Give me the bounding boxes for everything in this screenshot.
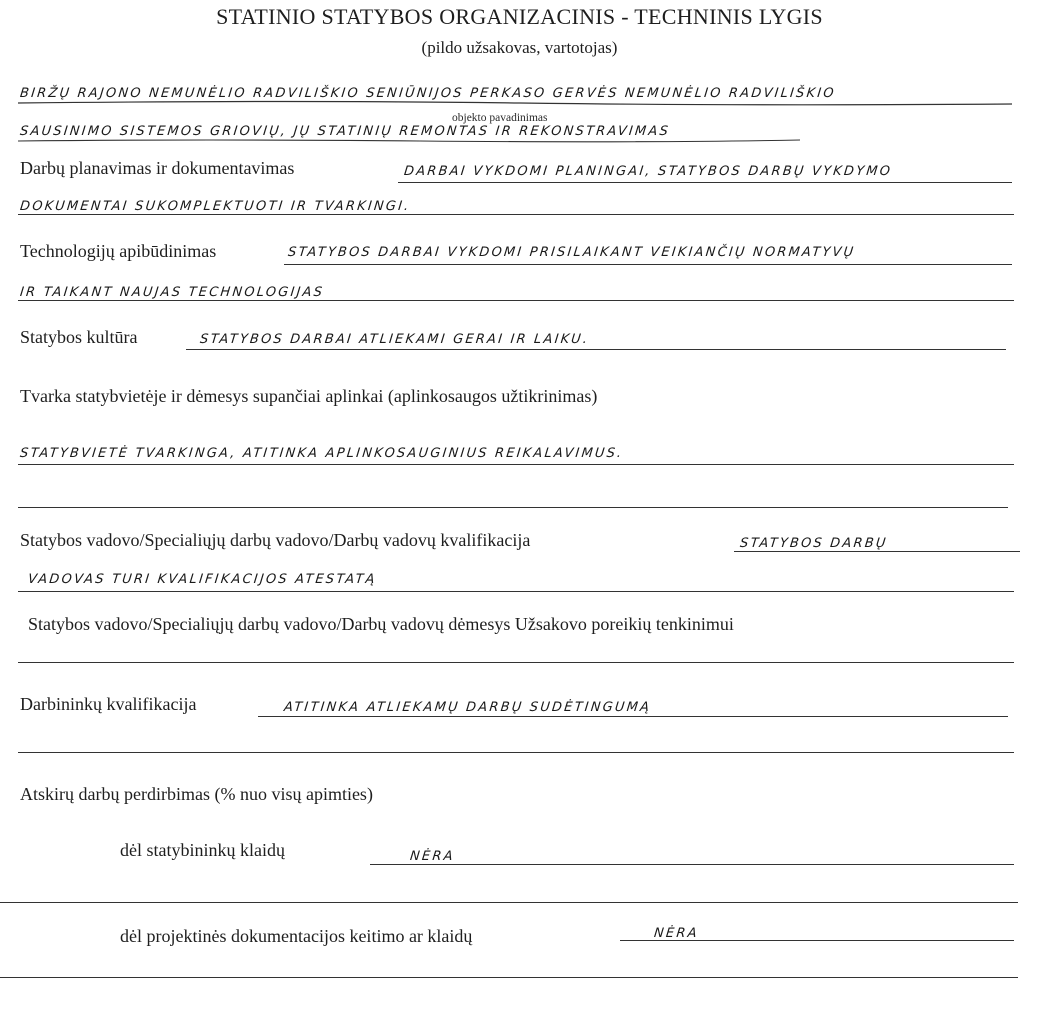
form-subtitle: (pildo užsakovas, vartotojas): [421, 38, 618, 57]
order-value: STATYBVIETĖ TVARKINGA, ATITINKA APLINKOSAUGINIUS REIKALAVIMUS.: [19, 446, 625, 461]
object-name-caption: objekto pavadinimas: [452, 112, 548, 124]
form-title: STATINIO STATYBOS ORGANIZACINIS - TECHNINIS LYGIS: [216, 4, 823, 29]
rework-builders-value: NĖRA: [409, 849, 456, 864]
qualification-label: Statybos vadovo/Specialiųjų darbų vadovo/Darbų vadovų kvalifikacija: [20, 530, 531, 550]
rework-docs-label: dėl projektinės dokumentacijos keitimo ar klaidų: [120, 926, 473, 946]
culture-value: STATYBOS DARBAI ATLIEKAMI GERAI IR LAIKU.: [199, 332, 590, 347]
planning-value-line-2: DOKUMENTAI SUKOMPLEKTUOTI IR TVARKINGI.: [19, 199, 412, 214]
workers-value: ATITINKA ATLIEKAMŲ DARBŲ SUDĖTINGUMĄ: [283, 700, 652, 715]
rework-label: Atskirų darbų perdirbimas (% nuo visų apimties): [20, 784, 373, 804]
attention-label: Statybos vadovo/Specialiųjų darbų vadovo/Darbų vadovų dėmesys Užsakovo poreikių tenkinimui: [28, 614, 734, 634]
planning-label: Darbų planavimas ir dokumentavimas: [20, 158, 295, 178]
planning-value-line-1: DARBAI VYKDOMI PLANINGAI, STATYBOS DARBŲ VYKDYMO: [403, 164, 893, 179]
object-name-line-2: SAUSINIMO SISTEMOS GRIOVIŲ, JŲ STATINIŲ REMONTAS IR REKONSTRAVIMAS: [19, 124, 671, 139]
technology-value-line-1: STATYBOS DARBAI VYKDOMI PRISILAIKANT VEIKIANČIŲ NORMATYVŲ: [287, 245, 856, 260]
object-name-line-1: BIRŽŲ RAJONO NEMUNĖLIO RADVILIŠKIO SENIŪNIJOS PERKASO GERVĖS NEMUNĖLIO RADVILIŠKIO: [19, 86, 837, 101]
culture-label: Statybos kultūra: [20, 327, 138, 347]
qualification-value-line-1: STATYBOS DARBŲ: [739, 536, 889, 551]
technology-label: Technologijų apibūdinimas: [20, 241, 217, 261]
order-label: Tvarka statybvietėje ir dėmesys supančiai aplinkai (aplinkosaugos užtikrinimas): [20, 386, 598, 406]
technology-value-line-2: IR TAIKANT NAUJAS TECHNOLOGIJAS: [19, 285, 325, 300]
workers-label: Darbininkų kvalifikacija: [20, 694, 197, 714]
qualification-value-line-2: VADOVAS TURI KVALIFIKACIJOS ATESTATĄ: [27, 572, 378, 587]
rework-docs-value: NĖRA: [653, 926, 700, 941]
rework-builders-label: dėl statybininkų klaidų: [120, 840, 285, 860]
